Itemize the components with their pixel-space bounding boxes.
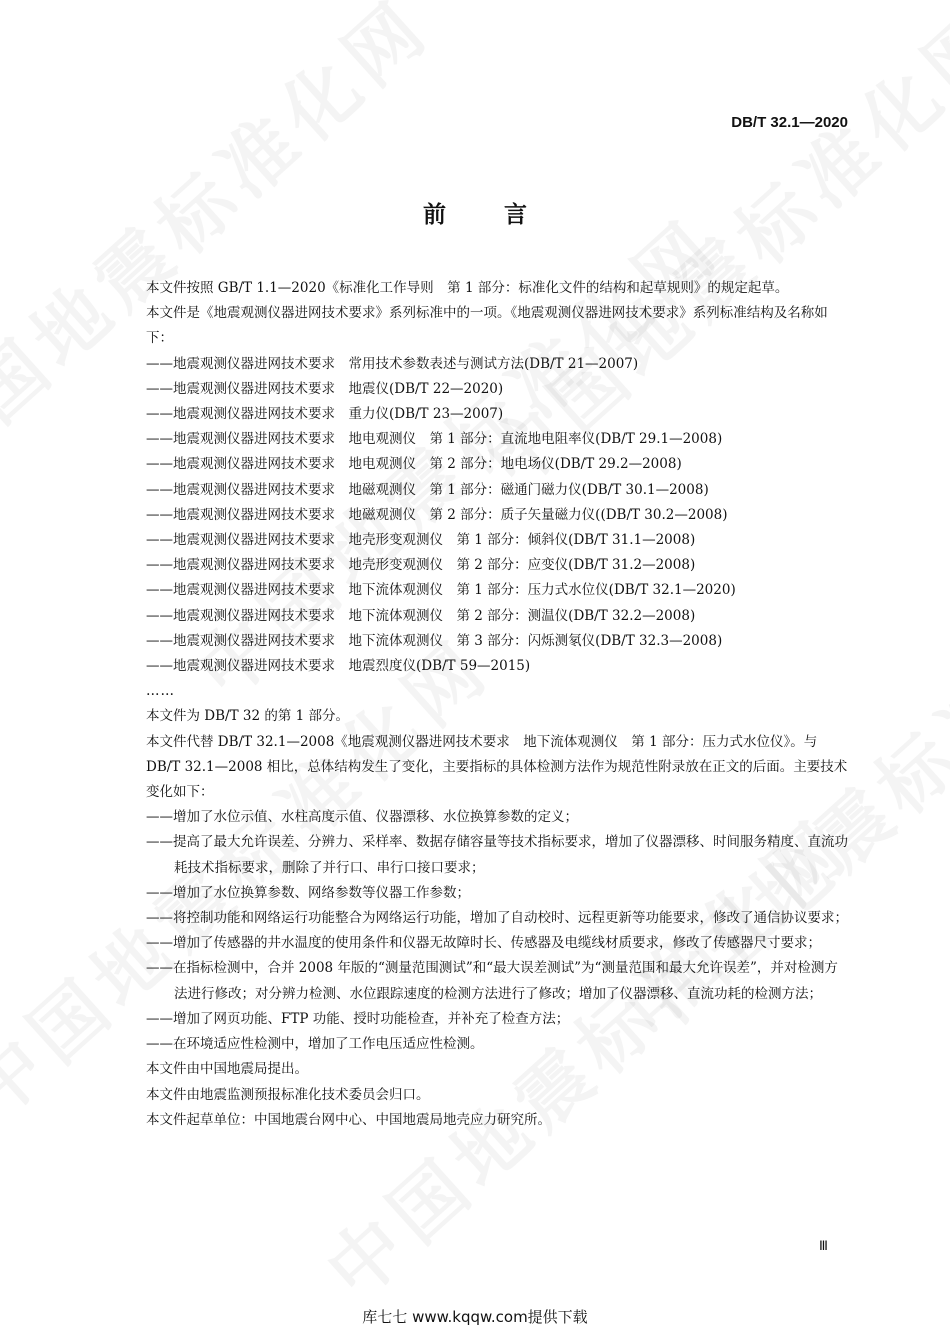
change-item: ——增加了传感器的井水温度的使用条件和仪器无故障时长、传感器及电缆线材质要求，修改了传感器尺寸要求； xyxy=(146,935,821,952)
series-item: ——地震观测仪器进网技术要求 地壳形变观测仪 第 2 部分：应变仪(DB/T 31.2—2008) xyxy=(146,557,696,574)
change-item: ——增加了水位换算参数、网络参数等仪器工作参数； xyxy=(146,884,470,901)
change-item: ——在指标检测中，合并 2008 年版的“测量范围测试”和“最大误差测试”为“测量范围和最大允许误差”，并对检测方法进行修改；对分辨力检测、水位跟踪速度的检测方法进行了修改；增加了仪器漂移、直流功耗的检测方法； xyxy=(146,960,838,1002)
part-statement: 本文件为 DB/T 32 的第 1 部分。 xyxy=(146,708,350,725)
series-item: ——地震观测仪器进网技术要求 地电观测仪 第 2 部分：地电场仪(DB/T 29.2—2008) xyxy=(146,456,682,473)
page-title: 前言 xyxy=(423,202,585,228)
change-item: ——增加了水位示值、水柱高度示值、仪器漂移、水位换算参数的定义； xyxy=(146,809,578,826)
drafting-units-statement: 本文件起草单位：中国地震台网中心、中国地震局地壳应力研究所。 xyxy=(146,1111,551,1128)
series-item: ——地震观测仪器进网技术要求 地电观测仪 第 1 部分：直流地电阻率仪(DB/T 29.1—2008) xyxy=(146,431,723,448)
page-number: Ⅲ xyxy=(819,1238,828,1253)
intro-paragraph-1: 本文件按照 GB/T 1.1—2020《标准化工作导则 第 1 部分：标准化文件的结构和起草规则》的规定起草。 xyxy=(146,280,789,296)
series-item: ——地震观测仪器进网技术要求 地震仪(DB/T 22—2020) xyxy=(146,380,504,397)
document-number: DB/T 32.1—2020 xyxy=(731,114,848,131)
series-item: ——地震观测仪器进网技术要求 重力仪(DB/T 23—2007) xyxy=(146,406,504,423)
replace-statement: 本文件代替 DB/T 32.1—2008《地震观测仪器进网技术要求 地下流体观测仪 第 1 部分：压力式水位仪》。与 DB/T 32.1—2008 相比，总体结构发生了变化，主要指标的具体检测方法作为规范性附录放在正文的后面。主要技术变化如下： xyxy=(146,733,848,801)
download-footer: 库七七 www.kqqw.com提供下载 xyxy=(362,1308,588,1326)
change-item: ——将控制功能和网络运行功能整合为网络运行功能，增加了自动校时、远程更新等功能要求，修改了通信协议要求； xyxy=(146,910,848,927)
proposer-statement: 本文件由中国地震局提出。 xyxy=(146,1061,308,1078)
change-item: ——在环境适应性检测中，增加了工作电压适应性检测。 xyxy=(146,1036,484,1053)
series-item: ——地震观测仪器进网技术要求 地下流体观测仪 第 2 部分：测温仪(DB/T 32.2—2008) xyxy=(146,607,696,624)
intro-paragraph-2: 本文件是《地震观测仪器进网技术要求》系列标准中的一项。《地震观测仪器进网技术要求》系列标准结构及名称如下： xyxy=(146,305,828,347)
series-item: ——地震观测仪器进网技术要求 常用技术参数表述与测试方法(DB/T 21—2007) xyxy=(146,355,639,372)
series-item: ——地震观测仪器进网技术要求 地下流体观测仪 第 1 部分：压力式水位仪(DB/T 32.1—2020) xyxy=(146,582,736,599)
series-item: ——地震观测仪器进网技术要求 地磁观测仪 第 1 部分：磁通门磁力仪(DB/T 30.1—2008) xyxy=(146,481,709,498)
series-item: ——地震观测仪器进网技术要求 地下流体观测仪 第 3 部分：闪烁测氡仪(DB/T 32.3—2008) xyxy=(146,632,723,649)
series-ellipsis: …… xyxy=(146,683,175,700)
document-body xyxy=(146,276,849,1133)
series-item: ——地震观测仪器进网技术要求 地壳形变观测仪 第 1 部分：倾斜仪(DB/T 31.1—2008) xyxy=(146,532,696,549)
change-item: ——增加了网页功能、FTP 功能、授时功能检查，并补充了检查方法； xyxy=(146,1010,570,1027)
series-item: ——地震观测仪器进网技术要求 地磁观测仪 第 2 部分：质子矢量磁力仪((DB/T 30.2—2008) xyxy=(146,506,728,523)
series-item: ——地震观测仪器进网技术要求 地震烈度仪(DB/T 59—2015) xyxy=(146,658,531,675)
changes-list xyxy=(146,805,849,1057)
change-item: ——提高了最大允许误差、分辨力、采样率、数据存储容量等技术指标要求，增加了仪器漂移、时间服务精度、直流功耗技术指标要求，删除了并行口、串行口接口要求； xyxy=(146,834,848,876)
committee-statement: 本文件由地震监测预报标准化技术委员会归口。 xyxy=(146,1086,430,1103)
series-list xyxy=(146,352,849,680)
